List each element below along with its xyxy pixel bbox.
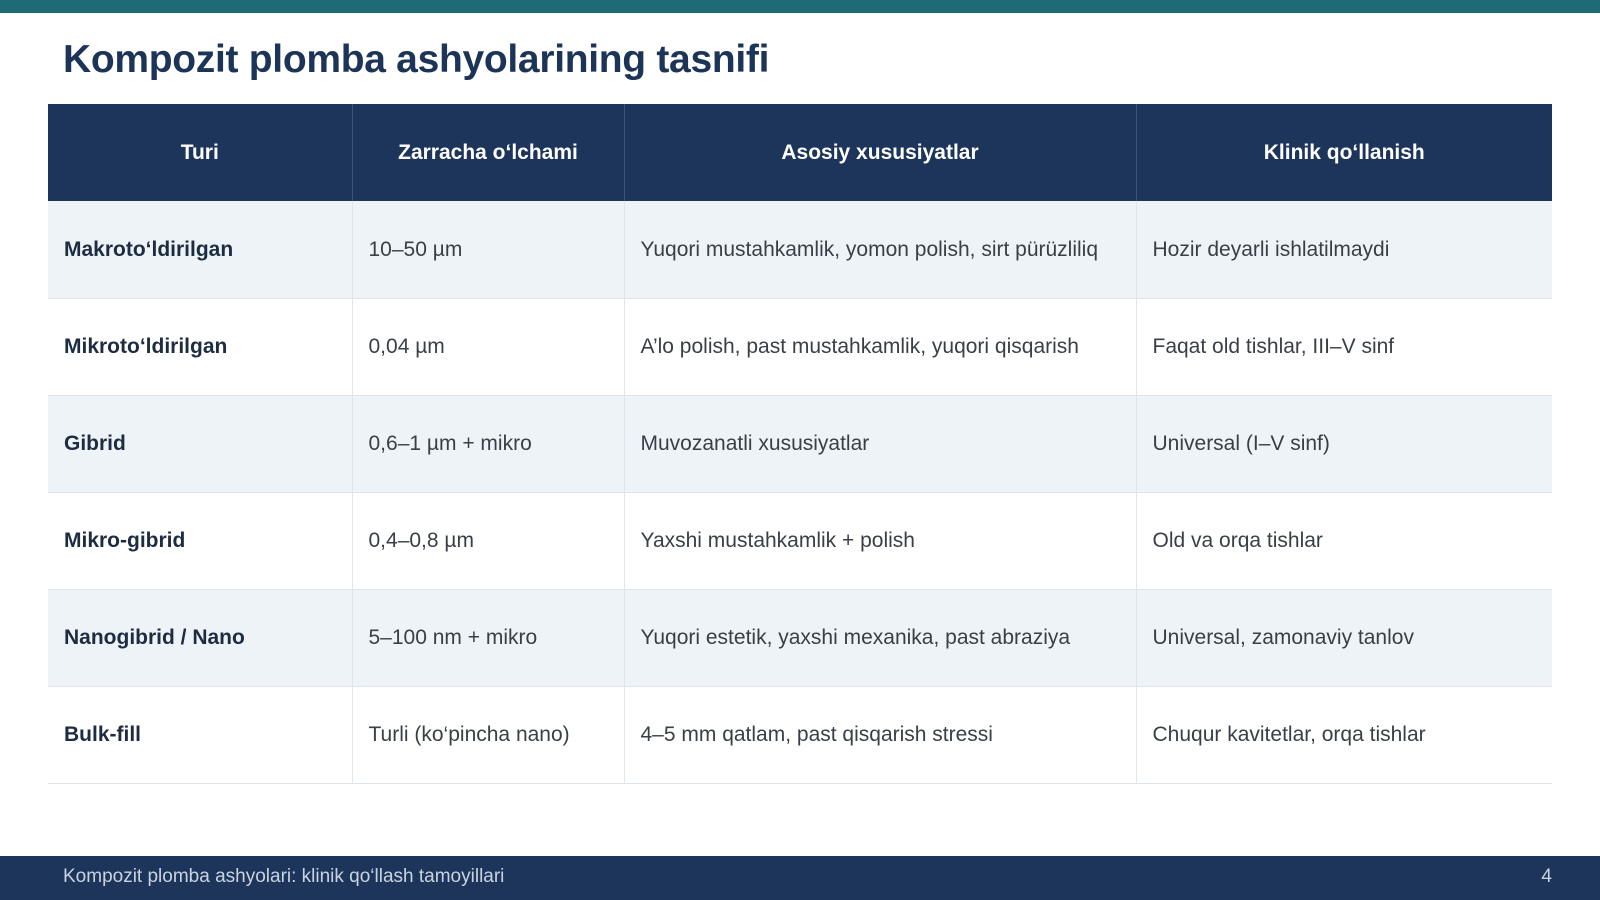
footer-bar bbox=[0, 856, 1600, 900]
header-type: Turi bbox=[48, 104, 352, 201]
cell-type: Mikroto‘ldirilgan bbox=[48, 298, 352, 395]
header-particle-size: Zarracha o‘lchami bbox=[352, 104, 624, 201]
table-row bbox=[48, 395, 1552, 492]
slide-title: Kompozit plomba ashyolarining tasnifi bbox=[63, 38, 770, 81]
cell-type: Mikro-gibrid bbox=[48, 492, 352, 589]
cell-clinical-use: Old va orqa tishlar bbox=[1136, 492, 1552, 589]
cell-type: Makroto‘ldirilgan bbox=[48, 201, 352, 298]
header-properties: Asosiy xususiyatlar bbox=[624, 104, 1136, 201]
table-row bbox=[48, 589, 1552, 686]
cell-particle-size: Turli (ko‘pincha nano) bbox=[352, 686, 624, 783]
header-clinical-use: Klinik qo‘llanish bbox=[1136, 104, 1552, 201]
cell-properties: Yuqori mustahkamlik, yomon polish, sirt pürüzliliq bbox=[624, 201, 1136, 298]
cell-particle-size: 0,04 µm bbox=[352, 298, 624, 395]
table-row bbox=[48, 492, 1552, 589]
table-row bbox=[48, 686, 1552, 783]
cell-clinical-use: Chuqur kavitetlar, orqa tishlar bbox=[1136, 686, 1552, 783]
cell-type: Nanogibrid / Nano bbox=[48, 589, 352, 686]
cell-type: Gibrid bbox=[48, 395, 352, 492]
cell-clinical-use: Hozir deyarli ishlatilmaydi bbox=[1136, 201, 1552, 298]
cell-properties: 4–5 mm qatlam, past qisqarish stressi bbox=[624, 686, 1136, 783]
top-accent-bar bbox=[0, 0, 1600, 13]
cell-particle-size: 5–100 nm + mikro bbox=[352, 589, 624, 686]
cell-type: Bulk-fill bbox=[48, 686, 352, 783]
classification-table bbox=[48, 104, 1552, 784]
cell-properties: Yuqori estetik, yaxshi mexanika, past abraziya bbox=[624, 589, 1136, 686]
cell-properties: Yaxshi mustahkamlik + polish bbox=[624, 492, 1136, 589]
page-number: 4 bbox=[1541, 866, 1552, 887]
table-row bbox=[48, 298, 1552, 395]
footer-title: Kompozit plomba ashyolari: klinik qo‘llash tamoyillari bbox=[63, 866, 505, 887]
cell-clinical-use: Faqat old tishlar, III–V sinf bbox=[1136, 298, 1552, 395]
cell-particle-size: 0,4–0,8 µm bbox=[352, 492, 624, 589]
cell-clinical-use: Universal (I–V sinf) bbox=[1136, 395, 1552, 492]
cell-particle-size: 0,6–1 µm + mikro bbox=[352, 395, 624, 492]
cell-properties: Muvozanatli xususiyatlar bbox=[624, 395, 1136, 492]
cell-clinical-use: Universal, zamonaviy tanlov bbox=[1136, 589, 1552, 686]
cell-properties: A’lo polish, past mustahkamlik, yuqori qisqarish bbox=[624, 298, 1136, 395]
table-row bbox=[48, 201, 1552, 298]
cell-particle-size: 10–50 µm bbox=[352, 201, 624, 298]
table-header-row bbox=[48, 104, 1552, 201]
